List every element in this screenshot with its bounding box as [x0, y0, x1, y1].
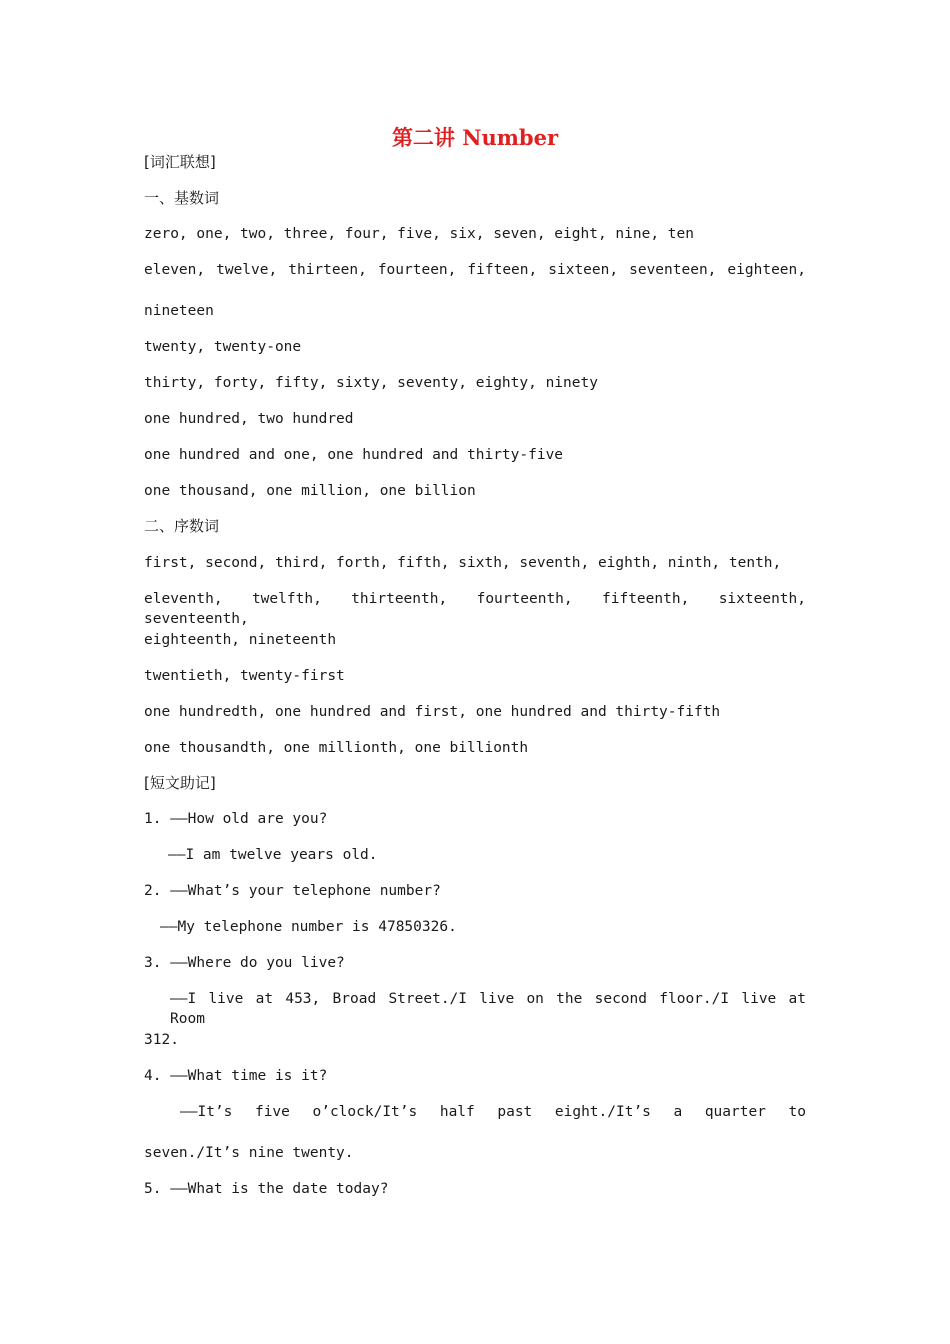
ordinal-line-2b: eighteenth, nineteenth	[144, 632, 337, 648]
ordinal-line-5: one thousandth, one millionth, one billionth	[144, 740, 529, 756]
cardinal-header: 一、基数词	[144, 189, 220, 207]
ordinal-line-3: twentieth, twenty-first	[144, 668, 345, 684]
cardinal-line-2b: nineteen	[144, 303, 214, 319]
cardinal-line-2a: eleven, twelve, thirteen, fourteen, fifteen, sixteen, seventeen, eighteen,	[144, 262, 806, 278]
dialog-2-question: 2. ——What’s your telephone number?	[144, 883, 441, 899]
dialog-4-question: 4. ——What time is it?	[144, 1068, 328, 1084]
dialog-header: [短文助记]	[144, 774, 216, 792]
dialog-4-answer-2: seven./It’s nine twenty.	[144, 1145, 354, 1161]
ordinal-line-4: one hundredth, one hundred and first, one hundred and thirty-fifth	[144, 704, 721, 720]
dialog-1-question: 1. ——How old are you?	[144, 811, 328, 827]
dialog-3-answer-1: ——I live at 453, Broad Street./I live on the second floor./I live at Room	[170, 991, 806, 1027]
cardinal-line-7: one thousand, one million, one billion	[144, 483, 476, 499]
cardinal-line-5: one hundred, two hundred	[144, 411, 354, 427]
cardinal-line-6: one hundred and one, one hundred and thirty-five	[144, 447, 564, 463]
dialog-5-question: 5. ——What is the date today?	[144, 1181, 389, 1197]
dialog-1-answer: ——I am twelve years old.	[168, 847, 378, 863]
dialog-3-question: 3. ——Where do you live?	[144, 955, 345, 971]
dialog-2-answer: ——My telephone number is 47850326.	[160, 919, 457, 935]
cardinal-line-4: thirty, forty, fifty, sixty, seventy, eighty, ninety	[144, 375, 598, 391]
ordinal-line-2a: eleventh, twelfth, thirteenth, fourteenth, fifteenth, sixteenth, seventeenth,	[144, 591, 806, 627]
dialog-4-answer-1: ——It’s five o’clock/It’s half past eight./It’s a quarter to	[180, 1104, 806, 1120]
ordinal-header: 二、序数词	[144, 517, 220, 535]
cardinal-line-1: zero, one, two, three, four, five, six, seven, eight, nine, ten	[144, 226, 694, 242]
page-title: 第二讲 Number	[391, 125, 559, 150]
vocab-header: [词汇联想]	[144, 153, 216, 171]
cardinal-line-3: twenty, twenty-one	[144, 339, 302, 355]
ordinal-line-1: first, second, third, forth, fifth, sixth, seventh, eighth, ninth, tenth,	[144, 555, 782, 571]
dialog-3-answer-2: 312.	[144, 1032, 179, 1048]
